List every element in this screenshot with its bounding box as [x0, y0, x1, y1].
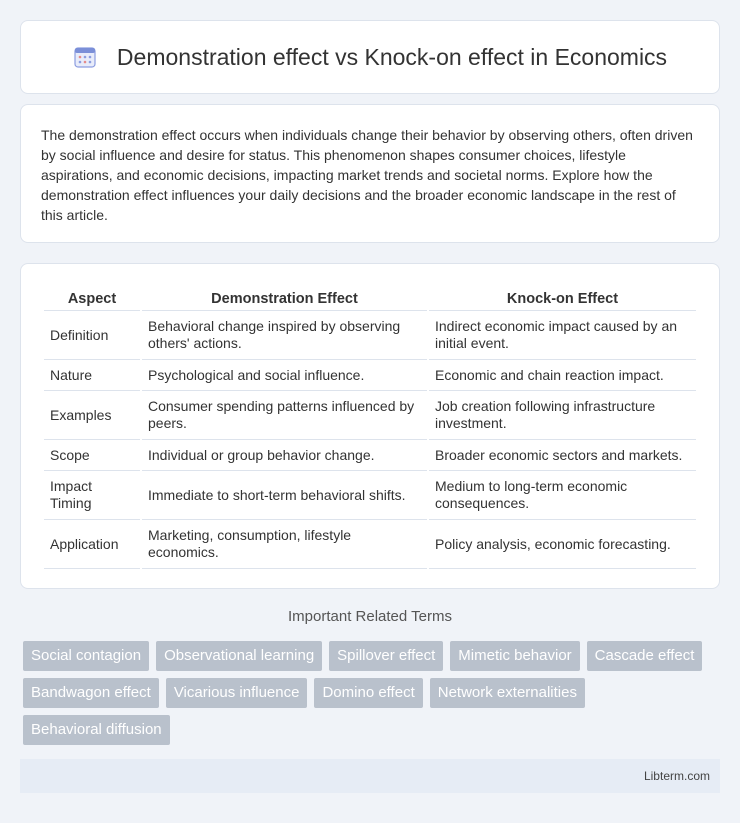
header-card: [20, 20, 720, 94]
row-demonstration: Individual or group behavior change.: [142, 440, 427, 471]
related-term-tag[interactable]: Observational learning: [156, 641, 322, 671]
intro-card: [20, 104, 720, 243]
related-term-tag[interactable]: Behavioral diffusion: [23, 715, 170, 745]
row-aspect: Definition: [44, 311, 140, 360]
calendar-grid-icon: [73, 45, 97, 69]
table-row: [44, 471, 696, 520]
row-knock-on: Economic and chain reaction impact.: [429, 360, 696, 391]
related-terms-title: Important Related Terms: [288, 608, 452, 625]
header-demonstration-effect: Demonstration Effect: [142, 284, 427, 311]
footer-brand-link[interactable]: Libterm.com: [643, 769, 710, 783]
row-knock-on: Policy analysis, economic forecasting.: [429, 520, 696, 569]
related-term-tag[interactable]: Network externalities: [430, 678, 585, 708]
table-row: [44, 520, 696, 569]
row-knock-on: Job creation following infrastructure investment.: [429, 391, 696, 440]
row-aspect: Nature: [44, 360, 140, 391]
row-demonstration: Behavioral change inspired by observing others' actions.: [142, 311, 427, 360]
related-term-tag[interactable]: Spillover effect: [329, 641, 443, 671]
table-header-row: [44, 284, 696, 311]
row-demonstration: Marketing, consumption, lifestyle economics.: [142, 520, 427, 569]
row-demonstration: Psychological and social influence.: [142, 360, 427, 391]
comparison-table: [42, 284, 698, 569]
row-demonstration: Consumer spending patterns influenced by peers.: [142, 391, 427, 440]
header-knock-on-effect: Knock-on Effect: [429, 284, 696, 311]
row-aspect: Examples: [44, 391, 140, 440]
footer: [20, 759, 720, 793]
related-term-tag[interactable]: Domino effect: [314, 678, 422, 708]
comparison-table-card: [20, 263, 720, 589]
row-demonstration: Immediate to short-term behavioral shifts.: [142, 471, 427, 520]
table-row: [44, 311, 696, 360]
page-title: Demonstration effect vs Knock-on effect in Economics: [116, 43, 668, 70]
row-knock-on: Medium to long-term economic consequences.: [429, 471, 696, 520]
related-term-tag[interactable]: Bandwagon effect: [23, 678, 159, 708]
related-term-tag[interactable]: Cascade effect: [587, 641, 703, 671]
related-term-tag[interactable]: Social contagion: [23, 641, 149, 671]
table-row: [44, 360, 696, 391]
related-term-tag[interactable]: Vicarious influence: [166, 678, 308, 708]
header-aspect: Aspect: [44, 284, 140, 311]
table-row: [44, 391, 696, 440]
row-aspect: Scope: [44, 440, 140, 471]
related-terms-list: [23, 641, 723, 745]
row-knock-on: Broader economic sectors and markets.: [429, 440, 696, 471]
row-aspect: Application: [44, 520, 140, 569]
table-row: [44, 440, 696, 471]
intro-text: The demonstration effect occurs when individuals change their behavior by observing others, often driven by social influence and desire for status. This phenomenon shapes consumer choices, lifestyle aspirations, and economic decisions, impacting market trends and societal norms. Explore how the demonstration effect influences your daily decisions and the broader economic landscape in the rest of this article.: [41, 127, 693, 223]
row-aspect: Impact Timing: [44, 471, 140, 520]
row-knock-on: Indirect economic impact caused by an initial event.: [429, 311, 696, 360]
related-term-tag[interactable]: Mimetic behavior: [450, 641, 579, 671]
